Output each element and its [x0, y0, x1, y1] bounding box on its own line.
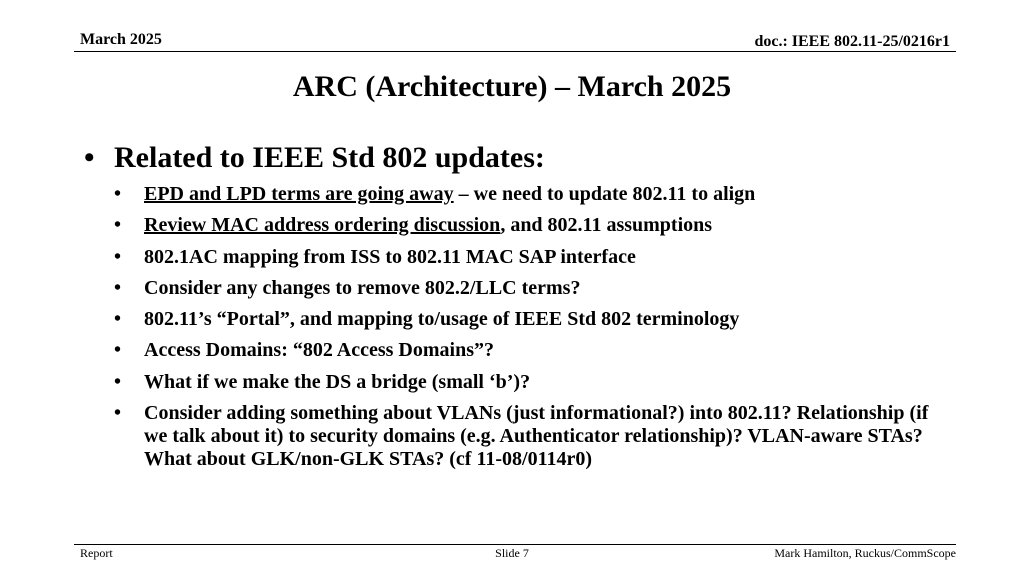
footer-report: Report: [80, 546, 113, 560]
slide-title: ARC (Architecture) – March 2025: [292, 70, 732, 103]
bullet-icon: •: [114, 245, 122, 268]
sub-bullet-text: Access Domains: “802 Access Domains”?: [144, 339, 494, 362]
sub-bullet-text: Consider any changes to remove 802.2/LLC terms?: [144, 276, 581, 299]
slide-content: [84, 138, 934, 479]
sub-bullet-item: [84, 214, 934, 237]
sub-bullet-item: [84, 402, 934, 471]
sub-bullet-item: [84, 371, 934, 394]
header-divider: [74, 51, 956, 52]
bullet-icon: •: [114, 308, 122, 331]
bullet-icon: •: [114, 370, 122, 393]
sub-bullet-text: Consider adding something about VLANs (just informational?) into 802.11? Relationship (if we talk about it) to security domains (e.g. Authenticator relationship)? VLAN-aware STAs? What about GLK/non-GLK STAs? (cf 11-08/0114r0): [144, 402, 929, 471]
sub-bullet-item: [84, 246, 934, 269]
sub-bullet-text: What if we make the DS a bridge (small ‘b’)?: [144, 370, 531, 393]
sub-bullet-text: 802.11’s “Portal”, and mapping to/usage of IEEE Std 802 terminology: [144, 308, 740, 331]
sub-bullet-item: [84, 183, 934, 206]
bullet-icon: •: [114, 214, 122, 237]
epd-lpd-link[interactable]: EPD and LPD terms are going away: [144, 183, 454, 205]
main-bullet-text: Related to IEEE Std 802 updates:: [114, 141, 545, 174]
bullet-icon: •: [114, 402, 122, 425]
bullet-icon: •: [114, 276, 122, 299]
main-bullet: [84, 138, 934, 178]
sub-bullet-text: 802.1AC mapping from ISS to 802.11 MAC SAP interface: [144, 245, 636, 268]
bullet-icon: •: [114, 339, 122, 362]
sub-bullet-text: – we need to update 802.11 to align: [453, 183, 756, 205]
footer-divider: [74, 544, 956, 545]
header-doc-id: doc.: IEEE 802.11-25/0216r1: [754, 33, 950, 50]
sub-bullet-item: [84, 277, 934, 300]
sub-bullet-list: [84, 183, 934, 471]
bullet-icon: •: [84, 141, 95, 174]
sub-bullet-item: [84, 308, 934, 331]
mac-address-ordering-link[interactable]: Review MAC address ordering discussion: [144, 214, 501, 237]
footer-slide-number: Slide 7: [495, 546, 529, 560]
bullet-icon: •: [114, 183, 122, 205]
sub-bullet-item: [84, 339, 934, 362]
header-date: March 2025: [80, 31, 162, 48]
sub-bullet-text: , and 802.11 assumptions: [500, 214, 713, 237]
footer-author: Mark Hamilton, Ruckus/CommScope: [774, 546, 956, 560]
